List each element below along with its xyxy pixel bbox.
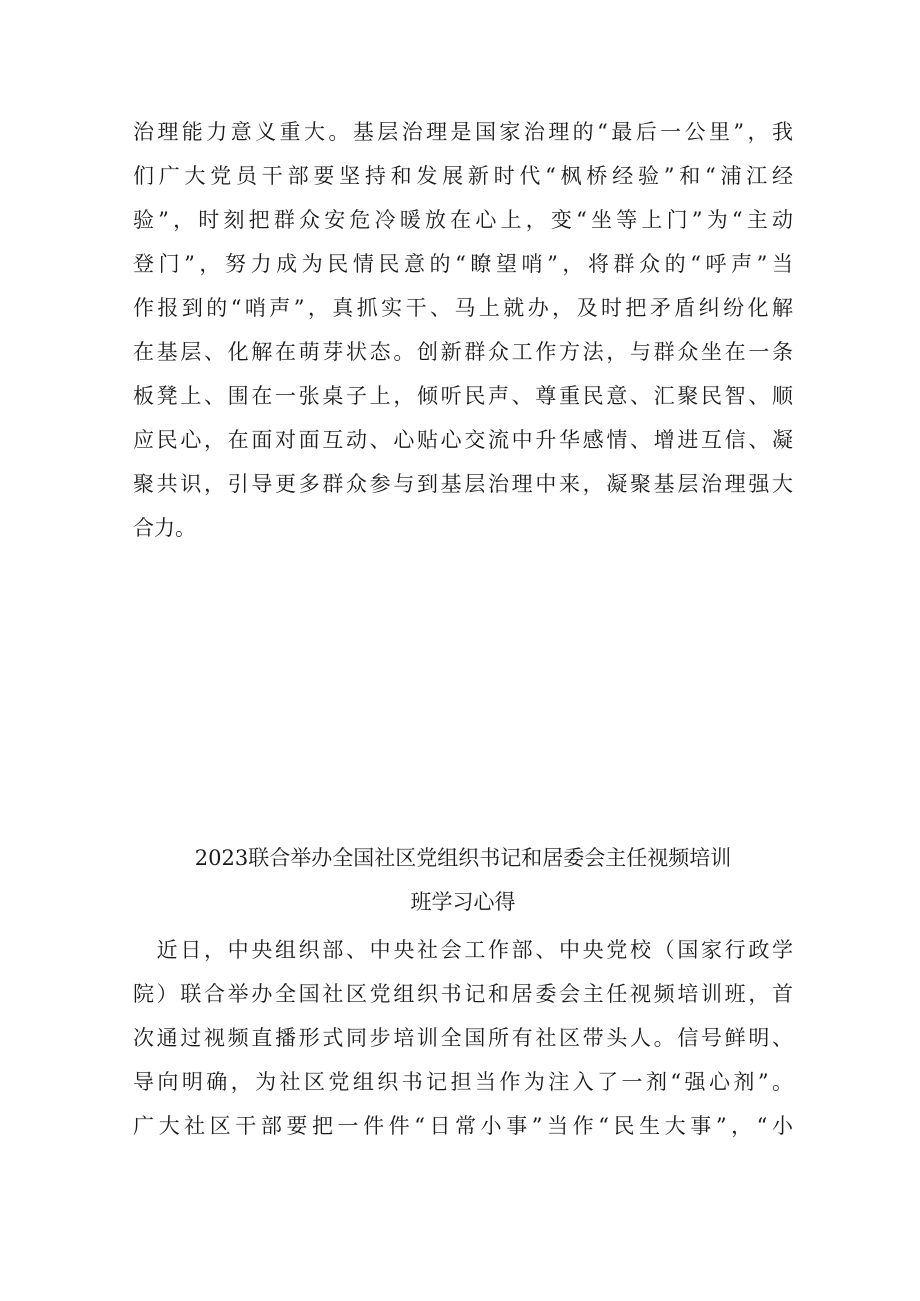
text-line: 板凳上、围在一张桌子上，倾听民声、尊重民意、汇聚民智、顺 bbox=[133, 384, 793, 408]
text-line: 应民心，在面对面互动、心贴心交流中升华感情、增进互信、凝 bbox=[133, 428, 793, 452]
text-line: 治理能力意义重大。基层治理是国家治理的“最后一公里”，我 bbox=[133, 120, 793, 144]
text-line: 近日，中央组织部、中央社会工作部、中央党校（国家行政学 bbox=[133, 938, 793, 962]
body-paragraph-1 bbox=[133, 110, 793, 550]
text-line: 广大社区干部要把一件件“日常小事”当作“民生大事”，“小 bbox=[133, 1114, 793, 1138]
text-line: 作报到的“哨声”，真抓实干、马上就办，及时把矛盾纠纷化解 bbox=[133, 296, 793, 320]
body-paragraph-2 bbox=[133, 928, 793, 1148]
text-line: 院）联合举办全国社区党组织书记和居委会主任视频培训班，首 bbox=[133, 982, 793, 1006]
text-line: 合力。 bbox=[133, 516, 196, 540]
section-title-line-1: 2023联合举办全国社区党组织书记和居委会主任视频培训 bbox=[194, 846, 732, 870]
text-line: 导向明确，为社区党组织书记担当作为注入了一剂“强心剂”。 bbox=[133, 1070, 793, 1094]
section-title-line-2: 班学习心得 bbox=[410, 890, 516, 914]
text-line: 验”，时刻把群众安危冷暖放在心上，变“坐等上门”为“主动 bbox=[133, 208, 793, 232]
text-line: 登门”，努力成为民情民意的“瞭望哨”，将群众的“呼声”当 bbox=[133, 252, 793, 276]
text-line: 聚共识，引导更多群众参与到基层治理中来，凝聚基层治理强大 bbox=[133, 472, 793, 496]
text-line: 次通过视频直播形式同步培训全国所有社区带头人。信号鲜明、 bbox=[133, 1026, 793, 1050]
text-line: 在基层、化解在萌芽状态。创新群众工作方法，与群众坐在一条 bbox=[133, 340, 793, 364]
text-line: 们广大党员干部要坚持和发展新时代“枫桥经验”和“浦江经 bbox=[133, 164, 793, 188]
